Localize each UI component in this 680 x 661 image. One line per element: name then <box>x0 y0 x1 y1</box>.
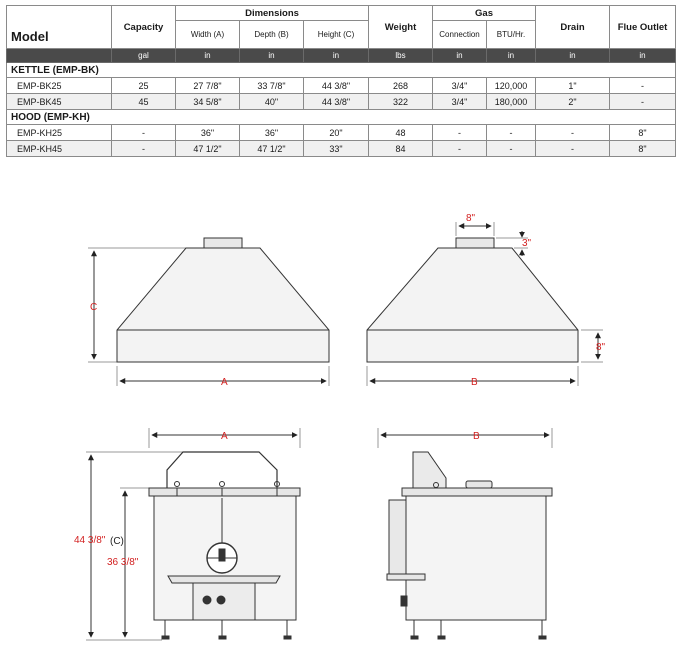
depth-header: Depth (B) <box>240 21 304 49</box>
table-cell: - <box>536 141 610 157</box>
kettle-rim-height-label: 36 3/8" <box>107 557 139 568</box>
table-cell: 47 1/2" <box>240 141 304 157</box>
unit-cell: in <box>304 49 369 63</box>
unit-cell: in <box>176 49 240 63</box>
connection-header: Connection <box>433 21 487 49</box>
hood-a-label: A <box>221 377 228 388</box>
table-cell: 2" <box>536 94 610 110</box>
unit-cell: gal <box>112 49 176 63</box>
table-cell: 25 <box>112 78 176 94</box>
table-cell: 3/4" <box>433 78 487 94</box>
model-cell: EMP-KH25 <box>7 125 112 141</box>
table-cell: 48 <box>369 125 433 141</box>
dimensions-header: Dimensions <box>176 6 369 21</box>
drain-header: Drain <box>536 6 610 49</box>
table-cell: 27 7/8" <box>176 78 240 94</box>
kettle-front-drawing <box>86 428 300 640</box>
table-cell: - <box>433 141 487 157</box>
table-cell: 44 3/8" <box>304 78 369 94</box>
hood-flue-height-label: 3" <box>522 238 532 249</box>
table-cell: 268 <box>369 78 433 94</box>
table-cell: 84 <box>369 141 433 157</box>
kettle-b-label: B <box>473 431 480 442</box>
table-cell: 33 7/8" <box>240 78 304 94</box>
hood-c-label: C <box>90 302 98 313</box>
table-cell: 180,000 <box>487 94 536 110</box>
model-cell: EMP-BK45 <box>7 94 112 110</box>
table-cell: 20" <box>304 125 369 141</box>
hood-b-label: B <box>471 377 478 388</box>
unit-cell: in <box>536 49 610 63</box>
kettle-overall-height-label: 44 3/8" <box>74 535 106 546</box>
table-cell: - <box>112 141 176 157</box>
kettle-side-drawing <box>378 428 552 639</box>
model-header: Model <box>7 6 112 49</box>
group-title: HOOD (EMP-KH) <box>7 110 676 125</box>
height-header: Height (C) <box>304 21 369 49</box>
kettle-a-label: A <box>221 431 228 442</box>
hood-flue-width-label: 8" <box>466 213 476 224</box>
table-cell: - <box>112 125 176 141</box>
unit-cell: in <box>240 49 304 63</box>
model-cell: EMP-KH45 <box>7 141 112 157</box>
table-cell: - <box>487 125 536 141</box>
table-cell: 45 <box>112 94 176 110</box>
table-cell: - <box>433 125 487 141</box>
gas-header: Gas <box>433 6 536 21</box>
table-cell: 33" <box>304 141 369 157</box>
table-cell: 120,000 <box>487 78 536 94</box>
kettle-height-c-ref: (C) <box>110 536 124 547</box>
model-cell: EMP-BK25 <box>7 78 112 94</box>
flue-outlet-header: Flue Outlet <box>610 6 676 49</box>
unit-cell: in <box>433 49 487 63</box>
width-header: Width (A) <box>176 21 240 49</box>
table-cell: - <box>610 78 676 94</box>
table-cell: 322 <box>369 94 433 110</box>
hood-front-drawing <box>88 238 329 386</box>
hood-skirt-height-label: 8" <box>596 342 606 353</box>
table-cell: 8" <box>610 125 676 141</box>
table-cell: 47 1/2" <box>176 141 240 157</box>
table-cell: 34 5/8" <box>176 94 240 110</box>
hood-side-drawing <box>367 222 603 386</box>
capacity-header: Capacity <box>112 6 176 49</box>
unit-cell: in <box>610 49 676 63</box>
table-cell: - <box>536 125 610 141</box>
group-title: KETTLE (EMP-BK) <box>7 63 676 78</box>
table-cell: - <box>610 94 676 110</box>
table-cell: 1" <box>536 78 610 94</box>
table-cell: 36" <box>240 125 304 141</box>
weight-header: Weight <box>369 6 433 49</box>
table-cell: 40" <box>240 94 304 110</box>
unit-cell: lbs <box>369 49 433 63</box>
table-cell: 3/4" <box>433 94 487 110</box>
table-cell: 36" <box>176 125 240 141</box>
table-cell: 8" <box>610 141 676 157</box>
table-cell: 44 3/8" <box>304 94 369 110</box>
unit-cell: in <box>487 49 536 63</box>
btu-header: BTU/Hr. <box>487 21 536 49</box>
table-cell: - <box>487 141 536 157</box>
